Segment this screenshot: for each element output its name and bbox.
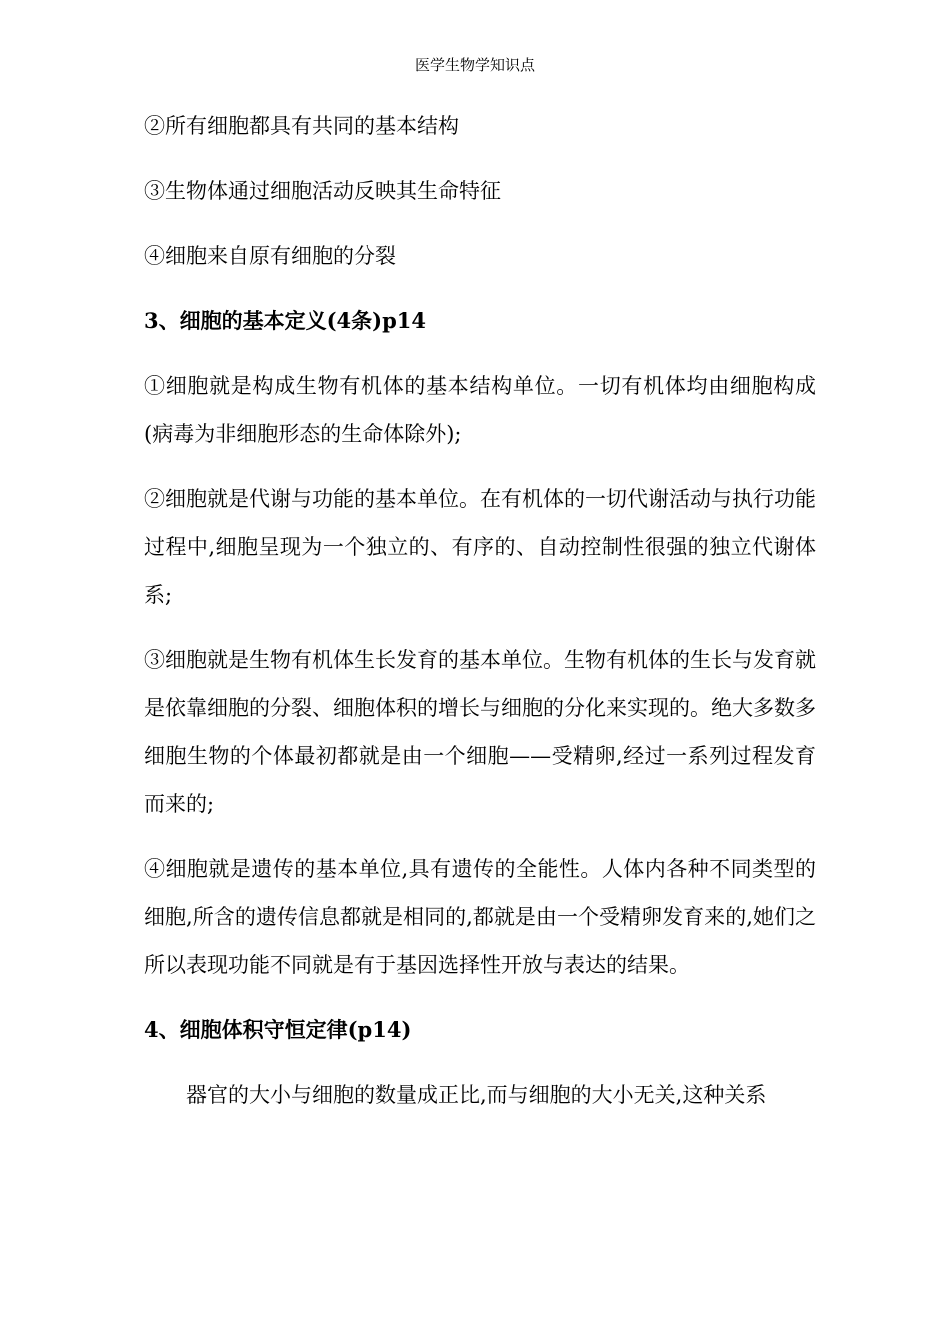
definition-item-3: ③细胞就是生物有机体生长发育的基本单位。生物有机体的生长与发育就是依靠细胞的分裂、细胞体积的增长与细胞的分化来实现的。绝大多数多细胞生物的个体最初都就是由一个细胞——受精卵,经过一系列过程发育而来的; — [144, 648, 816, 816]
definition-item-4: ④细胞就是遗传的基本单位,具有遗传的全能性。人体内各种不同类型的细胞,所含的遗传信息都就是相同的,都就是由一个受精卵发育来的,她们之所以表现功能不同就是有于基因选择性开放与表达的结果。 — [144, 857, 816, 977]
principle-item-2: ②所有细胞都具有共同的基本结构 — [144, 114, 459, 138]
principle-item-4: ④细胞来自原有细胞的分裂 — [144, 244, 396, 268]
section-heading-3: 3、细胞的基本定义(4条)p14 — [144, 308, 427, 333]
running-header: 医学生物学知识点 — [414, 56, 535, 74]
definition-item-1: ①细胞就是构成生物有机体的基本结构单位。一切有机体均由细胞构成(病毒为非细胞形态的生命体除外); — [144, 374, 816, 446]
section-heading-4: 4、细胞体积守恒定律(p14) — [144, 1017, 412, 1042]
principle-item-3: ③生物体通过细胞活动反映其生命特征 — [144, 179, 501, 203]
definition-item-2: ②细胞就是代谢与功能的基本单位。在有机体的一切代谢活动与执行功能过程中,细胞呈现为一个独立的、有序的、自动控制性很强的独立代谢体系; — [144, 487, 816, 607]
section-4-body: 器官的大小与细胞的数量成正比,而与细胞的大小无关,这种关系 — [186, 1083, 767, 1107]
document-body — [144, 102, 816, 1136]
